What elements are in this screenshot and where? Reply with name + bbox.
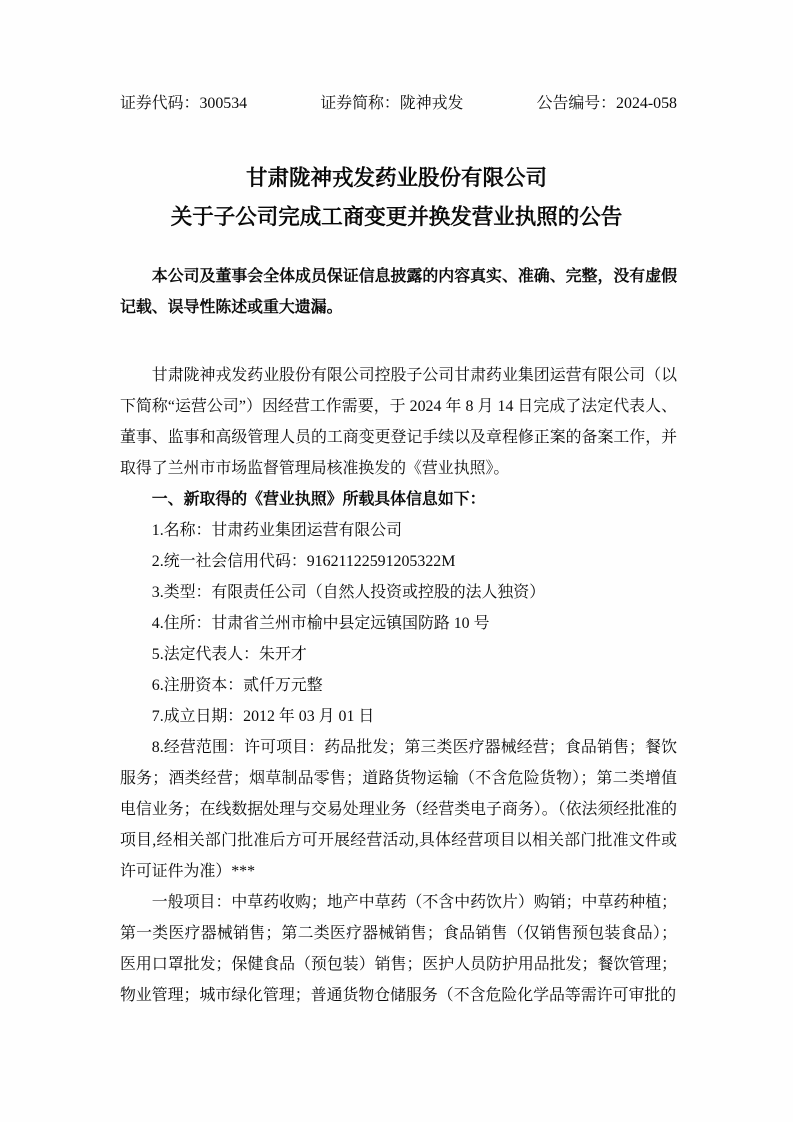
license-item-address: 4.住所：甘肃省兰州市榆中县定远镇国防路 10 号 xyxy=(151,615,490,632)
disclaimer-paragraph: 本公司及董事会全体成员保证信息披露的内容真实、准确、完整，没有虚假记载、误导性陈述或重大遗漏。 xyxy=(120,268,677,316)
document-body xyxy=(120,261,677,1011)
stock-short-name: 证券简称：陇神戎发 xyxy=(320,95,464,112)
license-item-name: 1.名称：甘肃药业集团运营有限公司 xyxy=(151,522,403,539)
license-item-legal-representative: 5.法定代表人：朱开才 xyxy=(151,646,307,663)
section-1-heading: 一、新取得的《营业执照》所载具体信息如下： xyxy=(151,491,486,508)
announcement-number: 公告编号：2024-058 xyxy=(536,95,677,112)
intro-paragraph: 甘肃陇神戎发药业股份有限公司控股子公司甘肃药业集团运营有限公司（以下简称“运营公司”）因经营工作需要，于 2024 年 8 月 14 日完成了法定代表人、董事、监事和高级管理人员的工商变更登记手续以及章程修正案的备案工作，并取得了兰州市市场监督管理局核准换发的《营业执照》。 xyxy=(120,367,677,477)
license-item-business-scope: 8.经营范围：许可项目：药品批发；第三类医疗器械经营；食品销售；餐饮服务；酒类经营；烟草制品零售；道路货物运输（不含危险货物）；第二类增值电信业务；在线数据处理与交易处理业务（经营类电子商务）。（依法须经批准的项目,经相关部门批准后方可开展经营活动,具体经营项目以相关部门批准文件或许可证件为准）*** xyxy=(120,739,677,880)
company-name-title: 甘肃陇神戎发药业股份有限公司 xyxy=(245,166,547,190)
license-item-establishment-date: 7.成立日期：2012 年 03 月 01 日 xyxy=(151,708,375,725)
license-item-type: 3.类型：有限责任公司（自然人投资或控股的法人独资） xyxy=(151,584,546,601)
general-items-paragraph: 一般项目：中草药收购；地产中草药（不含中药饮片）购销；中草药种植；第一类医疗器械销售；第二类医疗器械销售；食品销售（仅销售预包装食品）；医用口罩批发；保健食品（预包装）销售；医护人员防护用品批发；餐饮管理；物业管理；城市绿化管理；普通货物仓储服务（不含危险化学品等需许可审批的 xyxy=(120,894,677,1004)
title-block xyxy=(0,159,793,237)
license-item-registered-capital: 6.注册资本：贰仟万元整 xyxy=(151,677,323,694)
document-header xyxy=(120,94,677,114)
stock-code: 证券代码：300534 xyxy=(120,95,248,112)
license-item-credit-code: 2.统一社会信用代码：91621122591205322M xyxy=(151,553,456,570)
announcement-title: 关于子公司完成工商变更并换发营业执照的公告 xyxy=(170,205,623,229)
